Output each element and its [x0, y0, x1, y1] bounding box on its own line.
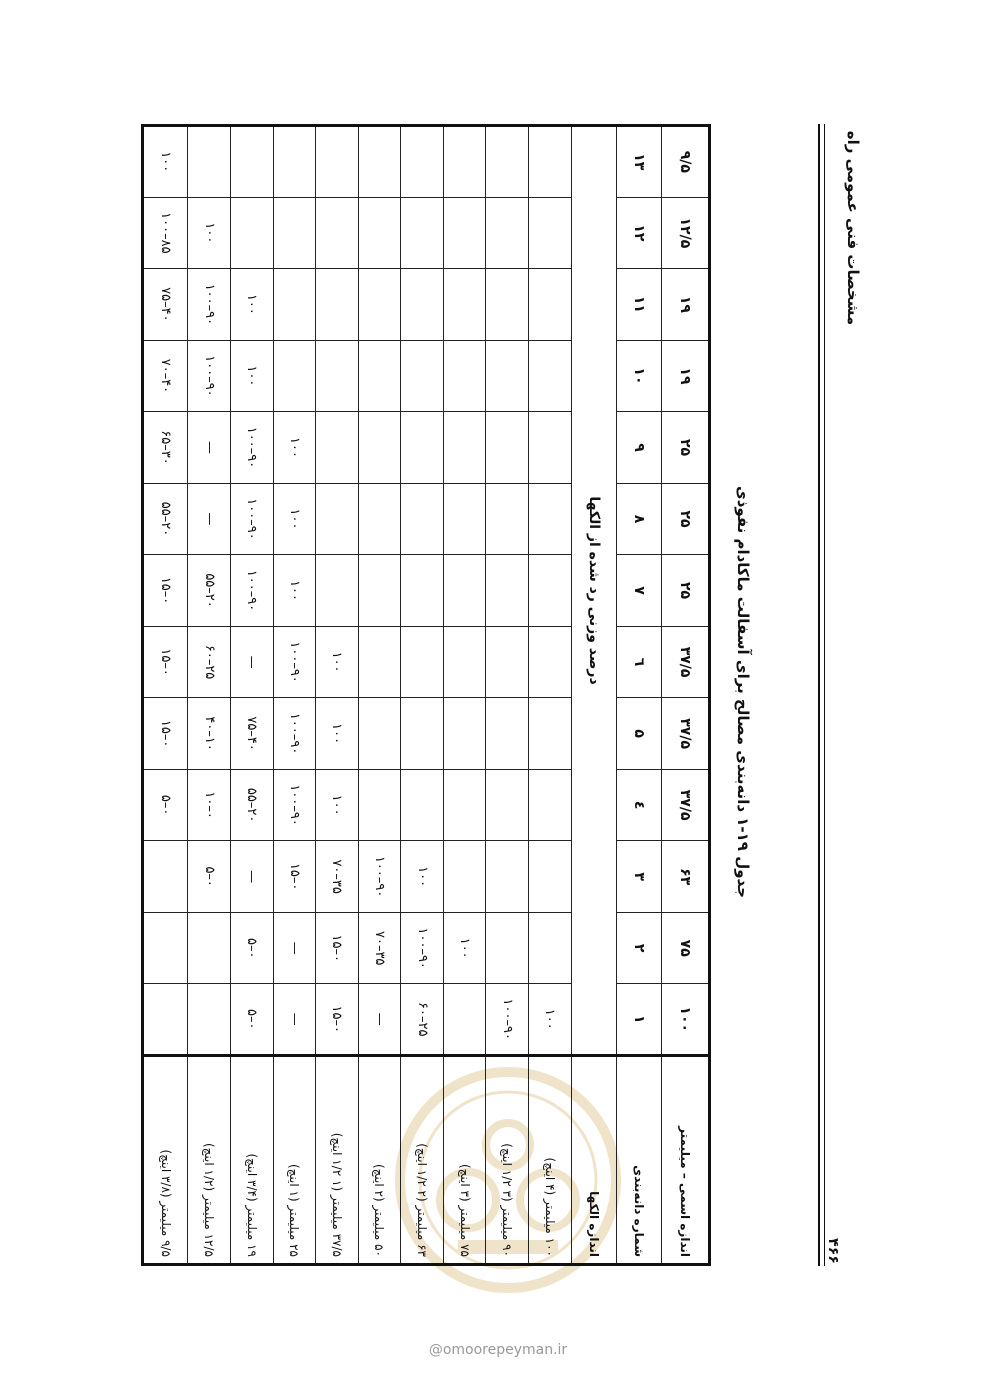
table-cell [486, 483, 529, 555]
table-cell [443, 984, 486, 1056]
table-cell [486, 769, 529, 841]
table-cell [486, 197, 529, 269]
table-cell [316, 126, 359, 198]
table-cell [486, 626, 529, 698]
table-cell [143, 912, 188, 984]
table-cell: ۲۰–۵۵ [143, 483, 188, 555]
table-cell: ۱۰۰ [443, 912, 486, 984]
table-row [230, 126, 273, 1265]
table-cell: ۱۰۰ [316, 698, 359, 770]
sieve-label: ۱۰۰ میلیمتر (۴ اینچ) [529, 1056, 572, 1265]
table-cell: ۳۵–۷۰ [316, 841, 359, 913]
table-cell [401, 483, 444, 555]
sieve-label: ۲۵ میلیمتر (۱ اینچ) [273, 1056, 316, 1265]
sieve-label: ۱۹ میلیمتر (۳/۴ اینچ) [230, 1056, 273, 1265]
table-cell [529, 197, 572, 269]
table-cell [529, 912, 572, 984]
table-cell [486, 698, 529, 770]
table-cell: ۰–۱۵ [316, 912, 359, 984]
nominal-size-cell: ۲۵ [662, 412, 710, 484]
table-cell [358, 269, 401, 341]
header-rule-thin [824, 124, 825, 1266]
section-row [571, 126, 616, 1265]
nominal-size-cell: ۳۷/۵ [662, 769, 710, 841]
table-cell: ۱۰۰ [316, 769, 359, 841]
table-cell [316, 555, 359, 627]
table-cell: ۳۰–۶۵ [143, 412, 188, 484]
table-cell: ۹۰–۱۰۰ [230, 555, 273, 627]
grading-number-cell: ۱۳ [616, 126, 661, 198]
nominal-size-cell: ۳۷/۵ [662, 698, 710, 770]
page-number: ۴۶۶ [825, 1238, 841, 1264]
nominal-size-cell: ۳۷/۵ [662, 626, 710, 698]
table-cell: ۲۵–۶۰ [401, 984, 444, 1056]
table-cell: ۰–۱۰ [188, 769, 231, 841]
table-cell [316, 197, 359, 269]
nominal-size-cell: ۹/۵ [662, 126, 710, 198]
table-cell: ۹۰–۱۰۰ [486, 984, 529, 1056]
table-cell [273, 126, 316, 198]
table-cell [230, 197, 273, 269]
grading-number-cell: ۷ [616, 555, 661, 627]
table-cell [316, 269, 359, 341]
table-cell [529, 412, 572, 484]
table-cell: ۲۰–۵۵ [188, 555, 231, 627]
table-cell [529, 126, 572, 198]
table-row [358, 126, 401, 1265]
table-cell: — [230, 841, 273, 913]
table-cell: — [358, 984, 401, 1056]
grading-number-row [616, 126, 661, 1265]
table-cell [401, 555, 444, 627]
sieve-label: ۶۳ میلیمتر (۲ ۱/۲ اینچ) [401, 1056, 444, 1265]
table-cell [486, 912, 529, 984]
grading-number-cell: ٤ [616, 769, 661, 841]
grading-number-cell: ۱۰ [616, 340, 661, 412]
grading-number-cell: ۸ [616, 483, 661, 555]
table-cell: ۰–۱۵ [273, 841, 316, 913]
table-cell: ۱۰۰ [230, 269, 273, 341]
grading-number-cell: ۵ [616, 698, 661, 770]
grading-table-container [141, 124, 711, 1266]
header-rule-thick [818, 124, 820, 1266]
percent-passing-label: درصد وزنی رد شده از الکها [571, 126, 616, 1056]
sieve-label: ۷۵ میلیمتر (۳ اینچ) [443, 1056, 486, 1265]
table-cell [358, 483, 401, 555]
nominal-size-label: اندازه اسمی – میلیمتر [662, 1056, 710, 1265]
table-cell [443, 126, 486, 198]
nominal-size-cell: ۱۹ [662, 269, 710, 341]
table-cell [529, 483, 572, 555]
table-cell [358, 126, 401, 198]
table-cell: ۰–۱۵ [143, 626, 188, 698]
table-cell: ۹۰–۱۰۰ [273, 698, 316, 770]
sieve-label: ۹۰ میلیمتر (۳ ۱/۲ اینچ) [486, 1056, 529, 1265]
table-cell [358, 769, 401, 841]
table-cell: ۴۰–۷۵ [143, 269, 188, 341]
table-cell [529, 769, 572, 841]
table-cell: ۰–۵ [230, 912, 273, 984]
table-cell: ۴۰–۷۵ [230, 698, 273, 770]
table-cell [443, 340, 486, 412]
table-cell [529, 626, 572, 698]
table-cell: ۹۰–۱۰۰ [230, 412, 273, 484]
sieve-label: ۹/۵ میلیمتر (۳/۸ اینچ) [143, 1056, 188, 1265]
table-cell [188, 126, 231, 198]
table-cell: ۸۵–۱۰۰ [143, 197, 188, 269]
table-cell [486, 126, 529, 198]
table-cell [143, 984, 188, 1056]
table-cell: ۱۰۰ [188, 197, 231, 269]
grading-number-cell: ۱ [616, 984, 661, 1056]
table-cell [486, 340, 529, 412]
table-cell: — [273, 984, 316, 1056]
table-cell [188, 912, 231, 984]
table-cell [529, 269, 572, 341]
table-cell [358, 555, 401, 627]
grading-number-cell: ٦ [616, 626, 661, 698]
table-cell: ۰–۱۵ [143, 698, 188, 770]
table-row [529, 126, 572, 1265]
table-cell: ۲۵–۶۰ [188, 626, 231, 698]
table-cell [143, 841, 188, 913]
table-cell [273, 340, 316, 412]
table-row [401, 126, 444, 1265]
table-cell [401, 412, 444, 484]
table-cell [529, 698, 572, 770]
table-cell: ۱۰۰ [273, 412, 316, 484]
table-cell: ۰–۵ [143, 769, 188, 841]
table-cell [273, 269, 316, 341]
grading-table [141, 124, 711, 1266]
table-cell: ۱۰۰ [143, 126, 188, 198]
table-cell [188, 984, 231, 1056]
table-cell: ۱۰۰ [273, 555, 316, 627]
table-cell [273, 197, 316, 269]
table-row [443, 126, 486, 1265]
table-cell: ۳۵–۷۰ [358, 912, 401, 984]
table-cell [443, 269, 486, 341]
table-cell [401, 626, 444, 698]
running-header: مشخصات فنی عمومی راه [844, 130, 862, 326]
table-cell: ۹۰–۱۰۰ [358, 841, 401, 913]
table-cell [443, 555, 486, 627]
table-cell: ۹۰–۱۰۰ [230, 483, 273, 555]
table-cell: ۱۰۰ [316, 626, 359, 698]
grading-number-label: شماره دانه‌بندی [616, 1056, 661, 1265]
table-cell: ۱۰۰ [273, 483, 316, 555]
table-cell: ۹۰–۱۰۰ [188, 340, 231, 412]
table-cell: ۱۰۰ [230, 340, 273, 412]
table-cell [486, 412, 529, 484]
table-row [188, 126, 231, 1265]
table-cell [401, 698, 444, 770]
table-cell: — [230, 626, 273, 698]
table-cell: ۹۰–۱۰۰ [273, 626, 316, 698]
table-cell: ۰–۵ [230, 984, 273, 1056]
nominal-size-cell: ۶۳ [662, 841, 710, 913]
nominal-size-cell: ۱۹ [662, 340, 710, 412]
grading-number-cell: ۳ [616, 841, 661, 913]
table-cell: ۱۰۰ [401, 841, 444, 913]
table-cell [486, 841, 529, 913]
table-cell: — [273, 912, 316, 984]
table-cell [358, 626, 401, 698]
table-cell: ۹۰–۱۰۰ [273, 769, 316, 841]
sieve-label: ۵۰ میلیمتر (۲ اینچ) [358, 1056, 401, 1265]
table-caption: جدول ۱۹-۱ دانه‌بندی مصالح برای آسفالت ماکادام نفوذی [734, 485, 752, 899]
table-cell [529, 841, 572, 913]
table-cell [401, 340, 444, 412]
site-watermark: @omoorepeyman.ir [428, 1342, 568, 1358]
table-cell [443, 626, 486, 698]
table-cell: ۴۰–۷۰ [143, 340, 188, 412]
table-row [486, 126, 529, 1265]
table-cell [316, 412, 359, 484]
table-cell [358, 340, 401, 412]
grading-number-cell: ۱۲ [616, 197, 661, 269]
table-cell: ۰–۵ [188, 841, 231, 913]
table-row [316, 126, 359, 1265]
table-cell [443, 841, 486, 913]
table-cell: ۲۰–۵۵ [230, 769, 273, 841]
nominal-size-cell: ۲۵ [662, 483, 710, 555]
table-cell [401, 269, 444, 341]
table-cell: ۹۰–۱۰۰ [188, 269, 231, 341]
table-cell [443, 698, 486, 770]
grading-number-cell: ۹ [616, 412, 661, 484]
table-cell [529, 555, 572, 627]
table-cell [443, 412, 486, 484]
table-cell [486, 555, 529, 627]
table-cell [358, 698, 401, 770]
table-cell [230, 126, 273, 198]
table-cell [401, 769, 444, 841]
nominal-size-row [662, 126, 710, 1265]
table-cell [358, 412, 401, 484]
nominal-size-cell: ۲۵ [662, 555, 710, 627]
grading-number-cell: ۱۱ [616, 269, 661, 341]
table-cell: — [188, 412, 231, 484]
table-cell: ۰–۱۵ [143, 555, 188, 627]
table-cell [401, 126, 444, 198]
table-cell [401, 197, 444, 269]
table-cell: ۹۰–۱۰۰ [401, 912, 444, 984]
table-cell [358, 197, 401, 269]
sieve-size-label: اندازه الکها [571, 1056, 616, 1265]
table-cell: — [188, 483, 231, 555]
table-cell [316, 340, 359, 412]
table-row [273, 126, 316, 1265]
table-cell [316, 483, 359, 555]
nominal-size-cell: ۷۵ [662, 912, 710, 984]
table-cell [443, 483, 486, 555]
table-row [143, 126, 188, 1265]
table-cell: ۱۰۰ [529, 984, 572, 1056]
table-cell: ۱۰–۴۰ [188, 698, 231, 770]
table-cell: ۰–۱۵ [316, 984, 359, 1056]
table-cell [529, 340, 572, 412]
sieve-label: ۳۷/۵ میلیمتر (۱ ۱/۲ اینچ) [316, 1056, 359, 1265]
table-cell [443, 769, 486, 841]
nominal-size-cell: ۱۰۰ [662, 984, 710, 1056]
sieve-label: ۱۲/۵ میلیمتر (۱/۲ اینچ) [188, 1056, 231, 1265]
table-cell [486, 269, 529, 341]
table-cell [443, 197, 486, 269]
nominal-size-cell: ۱۲/۵ [662, 197, 710, 269]
grading-number-cell: ۲ [616, 912, 661, 984]
